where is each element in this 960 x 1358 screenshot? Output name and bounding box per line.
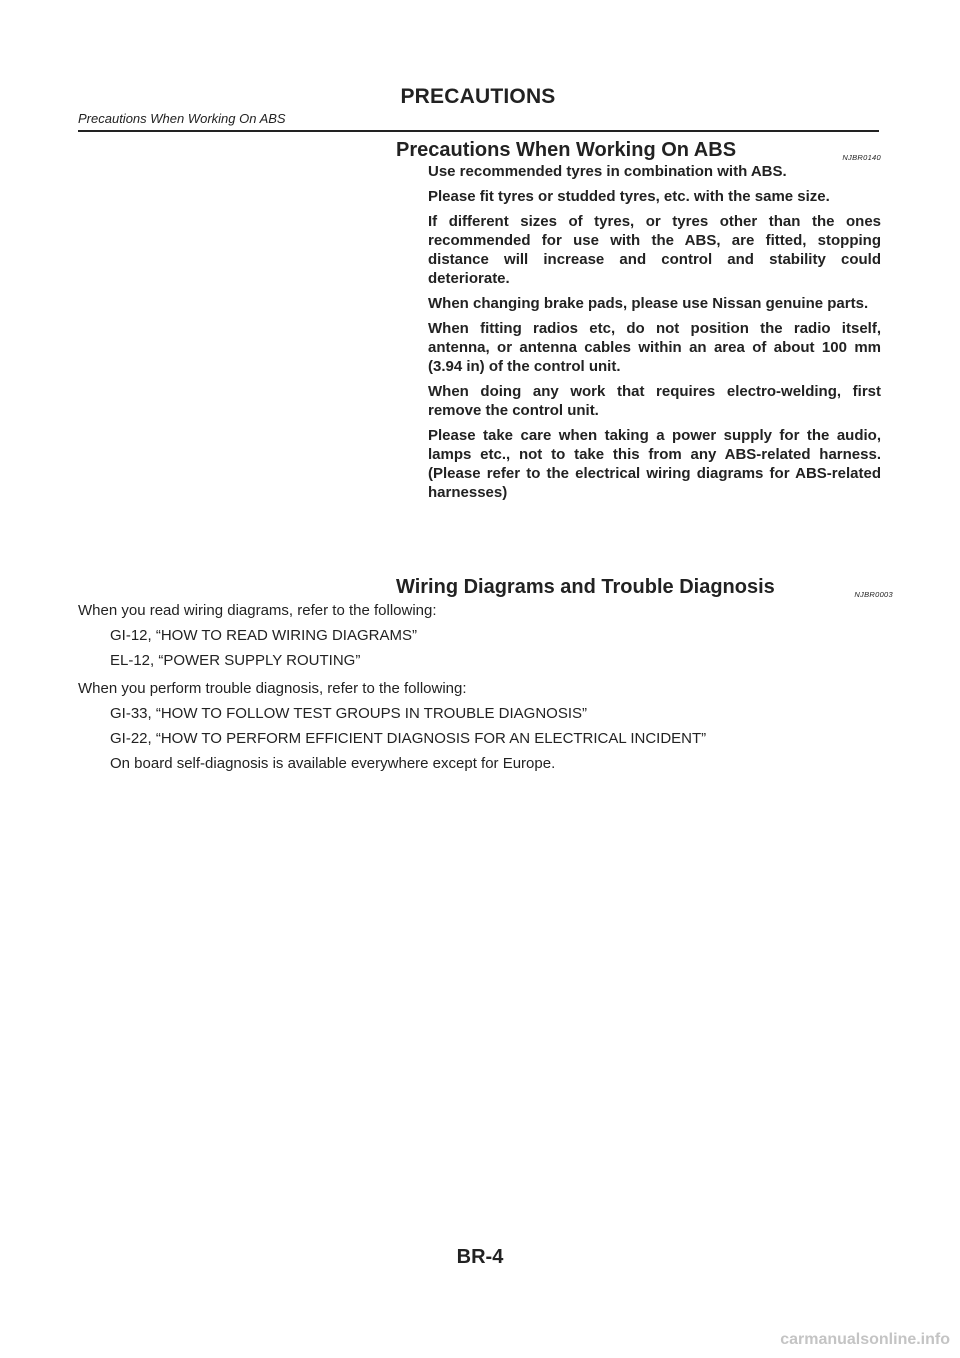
section-title — [78, 575, 895, 599]
header-subtitle: Precautions When Working On ABS — [78, 111, 286, 126]
section-title — [396, 138, 881, 162]
read-reference: EL-12, “POWER SUPPLY ROUTING” — [110, 652, 361, 669]
precaution-item: Please take care when taking a power supply for the audio, lamps etc., not to take this from any ABS-related harness. (Please refer to the electrical wiring diagrams for ABS-related harnesses) — [428, 427, 881, 501]
section-title-text: Wiring Diagrams and Trouble Diagnosis — [396, 576, 775, 598]
section-wiring-diagrams — [78, 575, 895, 773]
precaution-item: When changing brake pads, please use Nissan genuine parts. — [428, 295, 869, 312]
precaution-item: When doing any work that requires electro-welding, first remove the control unit. — [428, 383, 881, 419]
diagnosis-intro: When you perform trouble diagnosis, refer to the following: — [78, 680, 467, 697]
header-title: PRECAUTIONS — [400, 85, 556, 108]
diagnosis-reference: GI-33, “HOW TO FOLLOW TEST GROUPS IN TROUBLE DIAGNOSIS” — [110, 705, 588, 722]
precaution-item: Please fit tyres or studded tyres, etc. with the same size. — [428, 188, 830, 205]
section-abs-precautions — [396, 138, 881, 508]
precaution-list — [396, 162, 881, 502]
page-header — [78, 84, 878, 127]
page-number: BR-4 — [456, 1246, 504, 1268]
self-diagnosis-note: On board self-diagnosis is available everywhere except for Europe. — [110, 755, 556, 772]
site-watermark: carmanualsonline.info — [780, 1331, 950, 1348]
diagnosis-reference: GI-22, “HOW TO PERFORM EFFICIENT DIAGNOSIS FOR AN ELECTRICAL INCIDENT” — [110, 730, 707, 747]
header-divider — [78, 130, 879, 132]
precaution-item: If different sizes of tyres, or tyres other than the ones recommended for use with the ABS, are fitted, stopping distance will increase and control and stability could deteriorate. — [428, 213, 881, 287]
precaution-item: When fitting radios etc, do not position the radio itself, antenna, or antenna cables within an area of about 100 mm (3.94 in) of the control unit. — [428, 320, 881, 375]
section-title-text: Precautions When Working On ABS — [396, 139, 737, 161]
read-intro: When you read wiring diagrams, refer to the following: — [78, 602, 437, 619]
reference-code: NJBR0140 — [842, 153, 881, 162]
reference-code: NJBR0003 — [854, 590, 893, 599]
read-reference: GI-12, “HOW TO READ WIRING DIAGRAMS” — [110, 627, 417, 644]
precaution-item: Use recommended tyres in combination with ABS. — [428, 163, 787, 180]
